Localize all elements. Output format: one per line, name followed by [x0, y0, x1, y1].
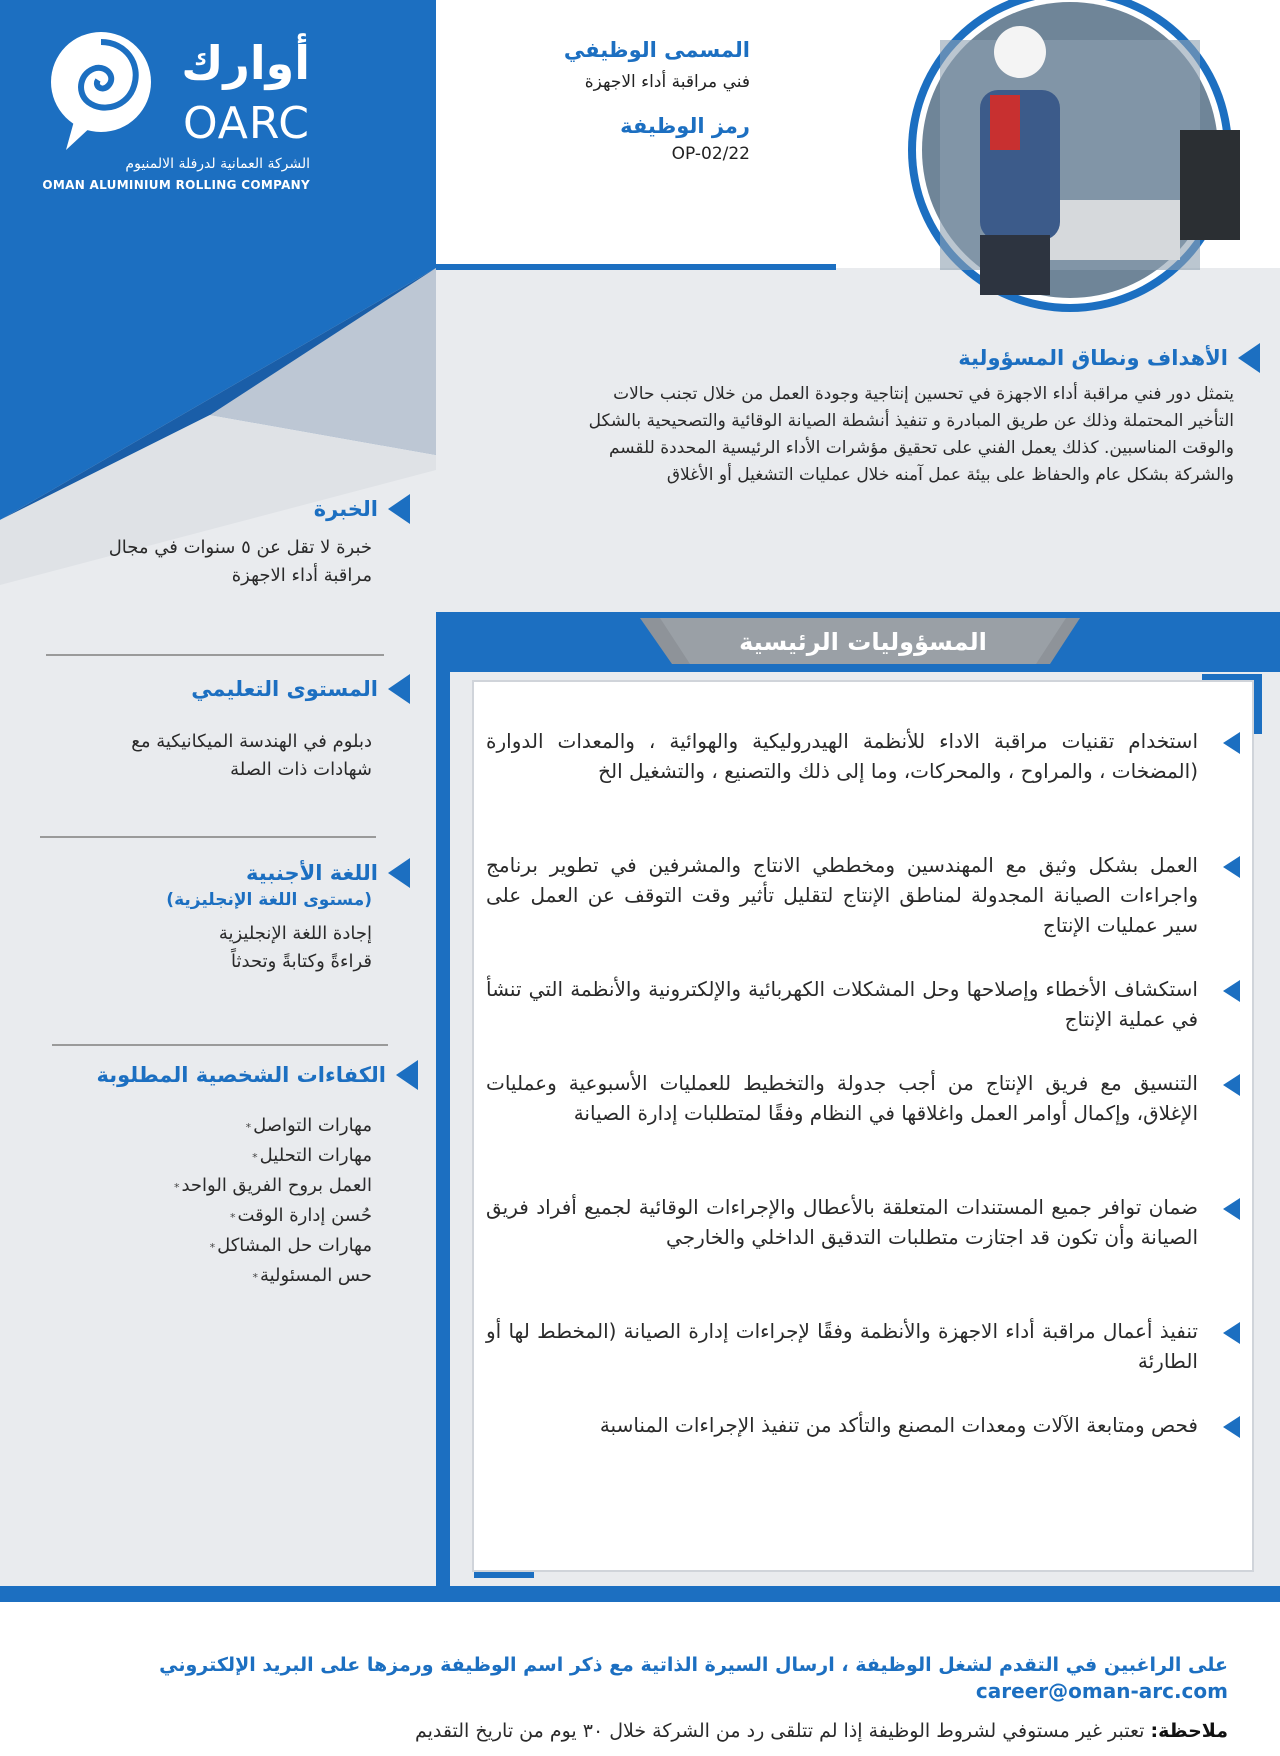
bullet-arrow-icon [1223, 856, 1240, 878]
job-title-label: المسمى الوظيفي [563, 38, 750, 62]
objectives-section [460, 343, 1260, 489]
list-item: مهارات التحليل * [38, 1142, 372, 1172]
responsibility-text: استكشاف الأخطاء وإصلاحها وحل المشكلات الكهربائية والإلكترونية والأنظمة التي تنشأ في عملية الإنتاج [486, 977, 1198, 1031]
heading-arrow-icon [388, 858, 410, 888]
competencies-list [38, 1112, 372, 1292]
list-item [486, 1068, 1198, 1128]
divider [52, 1044, 388, 1046]
job-code-value: OP-02/22 [671, 144, 750, 164]
objectives-line: التأخير المحتملة وذلك عن طريق المبادرة و تنفيذ أنشطة الصيانة الوقائية والتصحيحية بالشكل [588, 411, 1234, 431]
language-heading [50, 858, 410, 888]
divider [40, 836, 376, 838]
list-item: مهارات التواصل * [38, 1112, 372, 1142]
experience-line: خبرة لا تقل عن ٥ سنوات في مجال [108, 537, 372, 558]
bullet-arrow-icon [1223, 1198, 1240, 1220]
heading-arrow-icon [1238, 343, 1260, 373]
responsibility-text: العمل بشكل وثيق مع المهندسين ومخططي الانتاج والمشرفين في تطوير برنامج واجراءات الصيانة المجدولة لمناطق الإنتاج لتقليل تأثير وقت التوقف عن العمل على سير عمليات الإنتاج [486, 853, 1198, 937]
job-header [430, 38, 750, 164]
footer-note [68, 1718, 1228, 1744]
competencies-title: الكفاءات الشخصية المطلوبة [96, 1063, 386, 1087]
responsibility-text: ضمان توافر جميع المستندات المتعلقة بالأعطال والإجراءات الوقائية لجميع أفراد فريق الصيانة وأن تكون قد اجتازت متطلبات التدقيق الداخلي والخارجي [486, 1195, 1198, 1249]
list-item: مهارات حل المشاكل * [38, 1232, 372, 1262]
language-section [50, 858, 410, 976]
heading-arrow-icon [396, 1060, 418, 1090]
experience-text [50, 534, 372, 590]
job-code-label: رمز الوظيفة [620, 114, 750, 138]
note-text: تعتبر غير مستوفي لشروط الوظيفة إذا لم تتلقى رد من الشركة خلال ٣٠ يوم من تاريخ التقديم [414, 1720, 1145, 1742]
education-line: شهادات ذات الصلة [230, 759, 372, 780]
bullet-arrow-icon [1223, 732, 1240, 754]
experience-heading [50, 494, 410, 524]
company-name-en: OARC [182, 98, 310, 149]
oarc-logo-icon [46, 24, 156, 152]
objectives-title: الأهداف ونطاق المسؤولية [958, 346, 1228, 370]
list-item [486, 1410, 1198, 1440]
list-item [486, 1192, 1198, 1252]
objectives-heading [460, 343, 1260, 373]
divider [46, 654, 384, 656]
responsibility-text: فحص ومتابعة الآلات ومعدات المصنع والتأكد من تنفيذ الإجراءات المناسبة [599, 1413, 1198, 1437]
apply-instructions: على الراغبين في التقدم لشغل الوظيفة ، ارسال السيرة الذاتية مع ذكر اسم الوظيفة ورمزها على البريد الإلكتروني [159, 1654, 1228, 1676]
company-logo [40, 22, 310, 202]
responsibility-text: تنفيذ أعمال مراقبة أداء الاجهزة والأنظمة وفقًا لإجراءات إدارة الصيانة (المخطط لها أو الطارئة [486, 1319, 1198, 1373]
language-text [50, 920, 372, 976]
career-email-link[interactable]: career@oman-arc.com [975, 1679, 1228, 1703]
list-item [486, 850, 1198, 940]
list-item: حُسن إدارة الوقت * [38, 1202, 372, 1232]
bullet-arrow-icon [1223, 1074, 1240, 1096]
experience-section [50, 494, 410, 590]
objectives-text [460, 381, 1234, 489]
responsibilities-box [472, 680, 1254, 1572]
responsibility-text: استخدام تقنيات مراقبة الاداء للأنظمة الهيدروليكية والهوائية ، والمعدات الدوارة (المضخات ، والمراوح ، والمحركات، وما إلى ذلك والتصنيع ، والتشغيل الخ [486, 729, 1198, 783]
responsibilities-title: المسؤوليات الرئيسية [739, 628, 987, 656]
language-subtitle: (مستوى اللغة الإنجليزية) [166, 890, 372, 910]
job-title-value: فني مراقبة أداء الاجهزة [584, 72, 750, 92]
heading-arrow-icon [388, 494, 410, 524]
list-item [486, 1316, 1198, 1376]
language-line: إجادة اللغة الإنجليزية [218, 923, 372, 944]
heading-arrow-icon [388, 674, 410, 704]
list-item: حس المسئولية * [38, 1262, 372, 1292]
bullet-arrow-icon [1223, 980, 1240, 1002]
education-line: دبلوم في الهندسة الميكانيكية مع [131, 731, 372, 752]
list-item: العمل بروح الفريق الواحد * [38, 1172, 372, 1202]
experience-line: مراقبة أداء الاجهزة [231, 565, 372, 586]
responsibility-text: التنسيق مع فريق الإنتاج من أجب جدولة والتخطيط للعمليات الأسبوعية وعمليات الإغلاق، وإكمال أوامر العمل واغلاقها في النظام وفقًا لمتطلبات إدارة الصيانة [486, 1071, 1198, 1125]
objectives-line: والشركة بشكل عام والحفاظ على بيئة عمل آمنه خلال عمليات التشغيل أو الأغلاق [666, 465, 1234, 485]
objectives-line: والوقت المناسبين. كذلك يعمل الفني على تحقيق مؤشرات الأداء الرئيسية المحددة للقسم [608, 438, 1234, 458]
education-title: المستوى التعليمي [191, 677, 378, 701]
competencies-section [38, 1060, 418, 1292]
education-text [50, 728, 372, 784]
company-name-ar: أوارك [181, 36, 310, 90]
company-full-name-ar: الشركة العمانية لدرفلة الالمنيوم [125, 156, 310, 172]
objectives-line: يتمثل دور فني مراقبة أداء الاجهزة في تحسين إنتاجية وجودة العمل من خلال تجنب حالات [613, 384, 1234, 404]
list-item [486, 726, 1198, 786]
language-title: اللغة الأجنبية [246, 861, 378, 885]
note-label: ملاحظة: [1150, 1720, 1228, 1742]
footer [68, 1652, 1228, 1744]
education-heading [50, 674, 410, 704]
bullet-arrow-icon [1223, 1322, 1240, 1344]
experience-title: الخبرة [313, 497, 378, 521]
bullet-arrow-icon [1223, 1416, 1240, 1438]
language-line: قراءةً وكتابةً وتحدثاً [231, 951, 372, 972]
company-full-name-en: OMAN ALUMINIUM ROLLING COMPANY [42, 178, 310, 192]
list-item [486, 974, 1198, 1034]
competencies-heading [38, 1060, 418, 1090]
education-section [50, 674, 410, 784]
